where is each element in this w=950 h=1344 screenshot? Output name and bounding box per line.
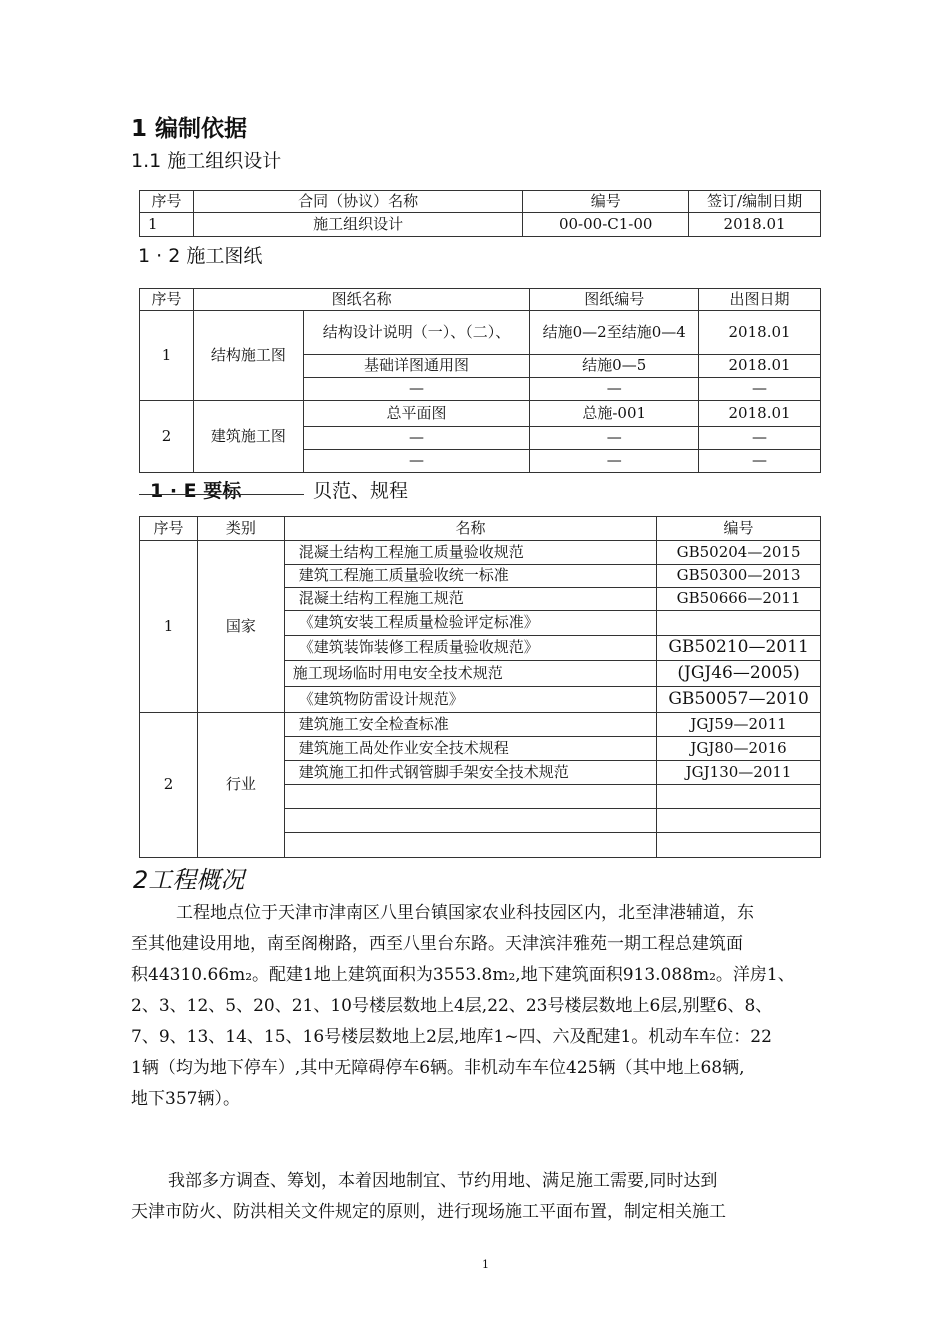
table-cell: 《建筑装饰装修工程质量验收规范》 bbox=[284, 636, 656, 661]
table-row bbox=[140, 401, 821, 427]
table-cell: — bbox=[699, 378, 821, 401]
table-cell: — bbox=[303, 378, 530, 401]
table-cell: 00-00-C1-00 bbox=[523, 213, 689, 237]
group-number: 1 bbox=[140, 541, 198, 713]
group-number: 1 bbox=[140, 311, 194, 401]
table-cell bbox=[657, 809, 821, 833]
table-cell: 总平面图 bbox=[303, 401, 530, 427]
table-cell: — bbox=[699, 427, 821, 450]
paragraph-line: 地下357辆）。 bbox=[131, 1089, 240, 1109]
table-cell: 《建筑安装工程质量检验评定标准》 bbox=[284, 611, 656, 636]
group-category: 国家 bbox=[197, 541, 284, 713]
table-cell: (JGJ46—2005) bbox=[657, 661, 821, 687]
table-cell bbox=[284, 785, 656, 809]
table-cell: JGJ80—2016 bbox=[657, 737, 821, 761]
header-cell: 类别 bbox=[197, 517, 284, 541]
page-number: 1 bbox=[482, 1258, 489, 1271]
table-cell: 2018.01 bbox=[699, 355, 821, 378]
contract-table bbox=[139, 190, 821, 237]
paragraph-line: 我部多方调查、筹划，本着因地制宜、节约用地、满足施工需要,同时达到 bbox=[168, 1171, 718, 1191]
table-cell bbox=[284, 809, 656, 833]
table-cell: — bbox=[699, 450, 821, 473]
table-cell: 2018.01 bbox=[689, 213, 821, 237]
header-cell: 图纸编号 bbox=[530, 289, 699, 311]
table-cell: 建筑工程施工质量验收统一标准 bbox=[284, 565, 656, 588]
header-cell: 序号 bbox=[140, 191, 194, 213]
paragraph-line: 至其他建设用地，南至阁榭路，西至八里台东路。天津滨沣雅苑一期工程总建筑面 bbox=[131, 934, 743, 954]
table-cell: 基础详图通用图 bbox=[303, 355, 530, 378]
table-cell bbox=[657, 611, 821, 636]
table-cell: — bbox=[530, 427, 699, 450]
standards-table bbox=[139, 516, 821, 858]
table-cell: 建筑施工扣件式钢管脚手架安全技术规范 bbox=[284, 761, 656, 785]
header-cell: 编号 bbox=[523, 191, 689, 213]
group-category: 建筑施工图 bbox=[193, 401, 303, 473]
divider bbox=[139, 494, 304, 495]
group-number: 2 bbox=[140, 401, 194, 473]
section-1-title: 1 编制依据 bbox=[131, 116, 248, 142]
table-cell: 《建筑物防雷设计规范》 bbox=[284, 687, 656, 713]
overview-paragraph bbox=[131, 898, 851, 1115]
paragraph-line: 积44310.66m₂。配建1地上建筑面积为3553.8m₂,地下建筑面积913.088m₂。洋房1、 bbox=[131, 965, 795, 985]
header-cell: 序号 bbox=[140, 517, 198, 541]
header-cell: 名称 bbox=[284, 517, 656, 541]
subsection-1-1-title: 1.1 施工组织设计 bbox=[131, 150, 282, 172]
table-cell: — bbox=[303, 427, 530, 450]
table-cell: 结施0—5 bbox=[530, 355, 699, 378]
table-cell: GB50204—2015 bbox=[657, 541, 821, 565]
drawings-table bbox=[139, 288, 821, 473]
table-cell: 2018.01 bbox=[699, 311, 821, 355]
table-cell: 结施0—2至结施0—4 bbox=[530, 311, 699, 355]
table-header-row bbox=[140, 289, 821, 311]
table-cell: 混凝土结构工程施工规范 bbox=[284, 588, 656, 611]
group-number: 2 bbox=[140, 713, 198, 858]
paragraph-line: 7、9、13、14、15、16号楼层数地上2层,地库1~四、六及配建1。机动车车位：22 bbox=[131, 1027, 772, 1047]
planning-paragraph bbox=[131, 1166, 851, 1228]
subsection-1-3-title-right: 贝范、规程 bbox=[313, 480, 409, 502]
table-cell: 1 bbox=[140, 213, 194, 237]
paragraph-line: 2、3、12、5、20、21、10号楼层数地上4层,22、23号楼层数地上6层,别墅6、8、 bbox=[131, 996, 773, 1016]
header-cell: 编号 bbox=[657, 517, 821, 541]
table-cell: GB50300—2013 bbox=[657, 565, 821, 588]
table-cell: 结构设计说明（一）、（二）、 bbox=[303, 311, 530, 355]
header-cell: 合同（协议）名称 bbox=[193, 191, 522, 213]
header-cell: 出图日期 bbox=[699, 289, 821, 311]
header-cell: 图纸名称 bbox=[193, 289, 529, 311]
table-cell: — bbox=[530, 378, 699, 401]
table-cell: GB50057—2010 bbox=[657, 687, 821, 713]
table-cell bbox=[657, 785, 821, 809]
table-cell: 混凝土结构工程施工质量验收规范 bbox=[284, 541, 656, 565]
table-cell: 施工组织设计 bbox=[193, 213, 522, 237]
subsection-1-3-title-left: 1 · E 要标 bbox=[150, 480, 242, 502]
table-cell: JGJ130—2011 bbox=[657, 761, 821, 785]
table-cell: — bbox=[303, 450, 530, 473]
table-header-row bbox=[140, 517, 821, 541]
table-cell: GB50210—2011 bbox=[657, 636, 821, 661]
table-cell: — bbox=[530, 450, 699, 473]
section-2-title: 2工程概况 bbox=[133, 866, 245, 894]
table-cell: 建筑施工安全检查标准 bbox=[284, 713, 656, 737]
table-cell: GB50666—2011 bbox=[657, 588, 821, 611]
paragraph-line: 天津市防火、防洪相关文件规定的原则，进行现场施工平面布置，制定相关施工 bbox=[131, 1202, 726, 1222]
subsection-1-2-title: 1 · 2 施工图纸 bbox=[138, 245, 263, 267]
table-cell bbox=[657, 833, 821, 858]
table-cell bbox=[284, 833, 656, 858]
table-row bbox=[140, 541, 821, 565]
table-cell: 2018.01 bbox=[699, 401, 821, 427]
table-header-row bbox=[140, 191, 821, 213]
paragraph-line: 工程地点位于天津市津南区八里台镇国家农业科技园区内，北至津港辅道，东 bbox=[176, 903, 754, 923]
table-cell: 施工现场临时用电安全技术规范 bbox=[284, 661, 656, 687]
header-cell: 序号 bbox=[140, 289, 194, 311]
group-category: 结构施工图 bbox=[193, 311, 303, 401]
table-cell: 总施-001 bbox=[530, 401, 699, 427]
group-category: 行业 bbox=[197, 713, 284, 858]
table-row bbox=[140, 713, 821, 737]
paragraph-line: 1辆（均为地下停车）,其中无障碍停车6辆。非机动车车位425辆（其中地上68辆, bbox=[131, 1058, 745, 1078]
table-row bbox=[140, 213, 821, 237]
table-cell: 建筑施工咼处作业安全技术规程 bbox=[284, 737, 656, 761]
header-cell: 签订/编制日期 bbox=[689, 191, 821, 213]
table-row bbox=[140, 311, 821, 355]
table-cell: JGJ59—2011 bbox=[657, 713, 821, 737]
